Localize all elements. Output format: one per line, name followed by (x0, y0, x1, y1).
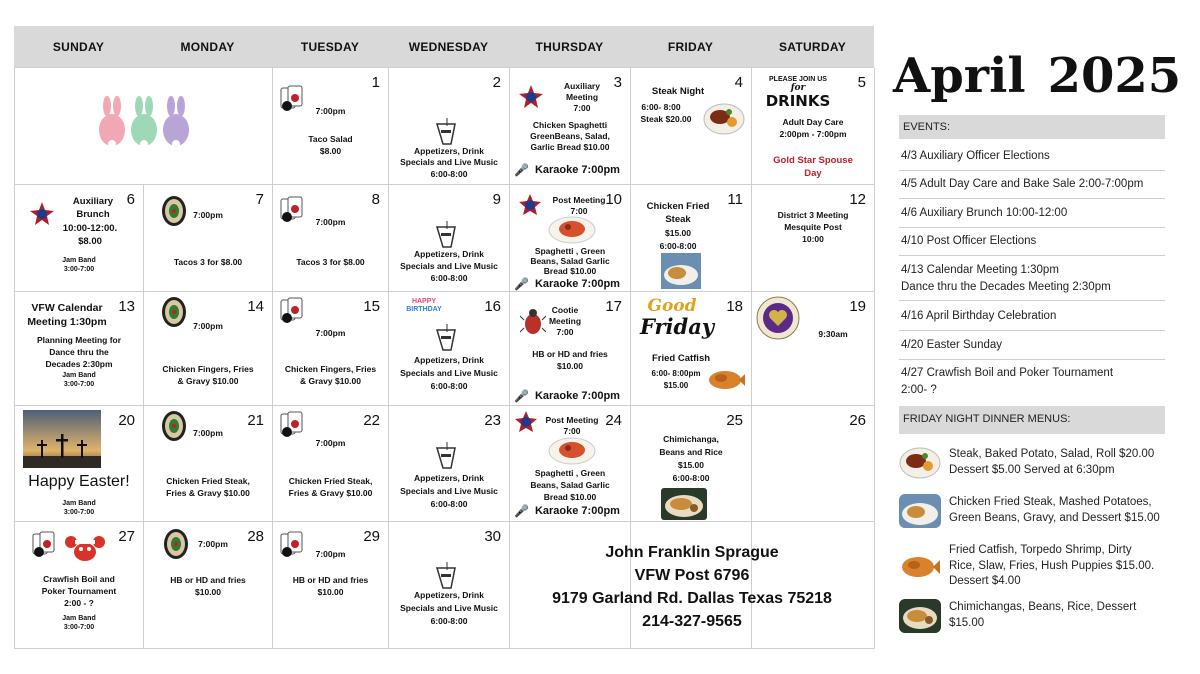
day-2 (389, 68, 510, 185)
event-line: Appetizers, Drink (414, 590, 484, 600)
jam-band-time: 3:00-7:00 (63, 509, 95, 516)
event-line: Specials and Live Music (400, 603, 498, 613)
event-line: & Gravy $10.00 (300, 376, 361, 386)
event-line: $10.00 (317, 587, 344, 597)
event-line: Appetizers, Drink (414, 473, 484, 483)
drinks-food-icon (433, 560, 459, 590)
event-line: 6:00-8:00 (430, 273, 468, 283)
day-number: 27 (118, 528, 135, 545)
karaoke-label: Karaoke 7:00pm (534, 390, 620, 402)
event-title: Auxiliary (72, 196, 114, 207)
spaghetti-plate-icon (548, 436, 596, 466)
day-number: 17 (605, 298, 622, 315)
weekday-wednesday: WEDNESDAY (408, 39, 489, 54)
weekday-friday: FRIDAY (667, 39, 714, 54)
event-line: Planning Meeting for (36, 335, 122, 345)
post-address-block (509, 519, 875, 646)
poker-cards-icon (279, 410, 305, 440)
drinks-logo-line: PLEASE JOIN US (769, 76, 827, 83)
event-line: 10:00-12:00. (62, 223, 118, 234)
steak-plate-icon (703, 102, 745, 136)
jam-band-time: 3:00-7:00 (63, 381, 95, 388)
event-line: $15.00 (678, 460, 704, 470)
event-line: $15.00 (665, 228, 691, 238)
event-line: 6:00-8:00 (659, 241, 697, 251)
event-time: 7:00pm (315, 549, 346, 559)
event-line: Mesquite Post (784, 222, 842, 232)
day-number: 3 (613, 74, 622, 91)
menu-text (949, 447, 1154, 478)
karaoke-label: Karaoke 7:00pm (534, 278, 620, 290)
vfw-emblem-icon (518, 193, 542, 217)
event-time: 7:00 (563, 426, 581, 436)
karaoke (514, 277, 630, 291)
day-5 (752, 68, 875, 185)
event-line: HB or HD and fries (532, 349, 608, 359)
event-line: HB or HD and fries (170, 575, 246, 585)
poker-cards-icon (31, 530, 57, 560)
event-title: Meeting (548, 316, 582, 326)
good-friday-logo: Friday (639, 314, 715, 339)
day-number: 26 (849, 412, 866, 429)
event-line: Spaghetti , Green (534, 468, 606, 478)
day-30 (389, 522, 510, 649)
event-line: 6:00- 8:00 (641, 102, 681, 112)
day-number: 20 (118, 412, 135, 429)
fried-catfish-icon (899, 549, 941, 583)
chimichanga-plate-icon (661, 488, 707, 520)
event-line: Decades 2:30pm (45, 359, 113, 369)
vfw-emblem-icon (518, 84, 544, 110)
day-number: 9 (492, 191, 501, 208)
event-time: 7:00pm (315, 438, 346, 448)
spaghetti-plate-icon (548, 215, 596, 245)
post-street: 9179 Garland Rd. Dallas Texas 75218 (552, 590, 832, 607)
day-number: 23 (484, 412, 501, 429)
event-line: Appetizers, Drink (414, 146, 484, 156)
event-item: 4/3 Auxiliary Officer Elections (899, 142, 1165, 171)
day-number: 22 (363, 412, 380, 429)
day-number: 12 (849, 191, 866, 208)
weekday-saturday: SATURDAY (778, 39, 847, 54)
event-item: 4/20 Easter Sunday (899, 331, 1165, 360)
karaoke-label: Karaoke 7:00pm (534, 505, 620, 517)
day-number: 1 (371, 74, 380, 91)
event-title: Meeting 1:30pm (27, 316, 107, 328)
event-line: Specials and Live Music (400, 157, 498, 167)
day-number: 18 (726, 298, 743, 315)
event-line: 6:00-8:00 (430, 616, 468, 626)
event-line: Chicken Fried Steak, (166, 476, 250, 486)
event-line: Adult Day Care (782, 117, 844, 127)
day-8 (273, 185, 389, 292)
day-21 (144, 406, 273, 522)
menu-line: $15.00 (949, 617, 985, 629)
event-title: Meeting (565, 92, 599, 102)
day-13 (15, 292, 144, 406)
event-time: 7:00pm (315, 106, 346, 116)
event-time: 7:00pm (315, 217, 346, 227)
drinks-food-icon (433, 116, 459, 146)
event-line: 4/27 Crawfish Boil and Poker Tournament (901, 367, 1114, 379)
day-17 (510, 292, 631, 406)
event-line: 6:00-8:00 (430, 381, 468, 391)
day-14 (144, 292, 273, 406)
event-line: Steak $20.00 (640, 114, 692, 124)
month-title (893, 48, 1181, 104)
day-12 (752, 185, 875, 292)
event-title: Cootie (551, 305, 579, 315)
event-line: Beans, Salad Garlic (530, 480, 610, 490)
day-28 (144, 522, 273, 649)
gold-star-spouse-day: Day (804, 168, 822, 179)
menu-item-steak (899, 446, 1189, 480)
event-line: $8.00 (78, 236, 102, 247)
event-line: Fries & Gravy $10.00 (288, 488, 373, 498)
drinks-food-icon (433, 322, 459, 352)
menu-line: Rice, Slaw, Fries, Hush Puppies $15.00. (949, 559, 1155, 572)
event-title: VFW Calendar (31, 302, 103, 314)
day-number: 13 (118, 298, 135, 315)
day-number: 2 (492, 74, 501, 91)
event-item-multiline (899, 359, 1165, 403)
day-4 (631, 68, 752, 185)
menu-line: Fried Catfish, Torpedo Shrimp, Dirty (949, 544, 1132, 556)
event-title: Steak Night (651, 86, 705, 97)
karaoke (514, 163, 630, 177)
event-title: Chicken Fried (646, 201, 710, 212)
event-time: 7:00pm (193, 428, 223, 438)
year: 2025 (1047, 48, 1182, 104)
event-title: Fried Catfish (651, 353, 711, 364)
menu-text (949, 495, 1160, 526)
event-line: Chicken Fingers, Fries (162, 364, 254, 374)
day-number: 6 (126, 191, 135, 208)
menu-line: Dessert $5.00 Served at 6:30pm (949, 464, 1115, 476)
day-number: 4 (734, 74, 743, 91)
day-9 (389, 185, 510, 292)
birthday-banner: HAPPY (411, 298, 437, 305)
event-line: 2:00pm - 7:00pm (779, 129, 847, 139)
day-20 (15, 406, 144, 522)
day-number: 19 (849, 298, 866, 315)
good-friday-logo: Good (647, 296, 697, 316)
karaoke-label: Karaoke 7:00pm (534, 164, 620, 176)
chimichanga-plate-icon (899, 599, 941, 633)
menu-item-chimichangas (899, 599, 1189, 633)
menu-line: Chicken Fried Steak, Mashed Potatoes, (949, 496, 1152, 509)
day-29 (273, 522, 389, 649)
event-line: $15.00 (663, 381, 689, 390)
drinks-logo-line: for (790, 83, 806, 93)
event-line: 6:00-8:00 (672, 473, 710, 483)
event-line: Chicken Fingers, Fries (284, 364, 377, 374)
day-number: 16 (484, 298, 501, 315)
weekday-tuesday: TUESDAY (300, 39, 360, 54)
microphone-icon: 🎤 (514, 389, 529, 403)
day-27 (15, 522, 144, 649)
day-26 (752, 406, 875, 522)
day-number: 28 (247, 528, 264, 545)
event-line: Fries & Gravy $10.00 (166, 488, 250, 498)
menu-line: Green Beans, Gravy, and Dessert $15.00 (949, 512, 1160, 524)
menu-line: Dessert $4.00 (949, 575, 1021, 588)
jam-band: Jam Band (62, 615, 96, 622)
event-line: Chicken Fried Steak, (288, 476, 373, 486)
event-line: & Gravy $10.00 (177, 376, 239, 386)
day-19 (752, 292, 875, 406)
event-line: Bread $10.00 (543, 492, 597, 502)
karaoke (514, 504, 630, 518)
day-number: 30 (484, 528, 501, 545)
jam-band-time: 3:00-7:00 (63, 624, 95, 631)
day-22 (273, 406, 389, 522)
chicken-fried-steak-icon (899, 494, 941, 528)
event-time: 9:30am (818, 329, 848, 339)
event-line: Dance thru the (49, 347, 109, 357)
day-18 (631, 292, 752, 406)
event-item: 4/5 Adult Day Care and Bake Sale 2:00-7:00pm (899, 170, 1165, 199)
menu-line: Steak, Baked Potato, Salad, Roll $20.00 (949, 448, 1155, 461)
event-title: Post Meeting (552, 195, 606, 205)
event-line: Bread $10.00 (543, 266, 597, 276)
event-title: Brunch (76, 209, 110, 220)
post-phone: 214-327-9565 (642, 613, 742, 630)
event-line: HB or HD and fries (292, 575, 369, 585)
event-line: 2:00 - ? (64, 598, 94, 608)
jam-band: Jam Band (62, 257, 96, 264)
day-number: 14 (247, 298, 264, 315)
event-time: 7:00 (570, 206, 588, 216)
event-line: $8.00 (319, 146, 342, 156)
day-1 (273, 68, 389, 185)
fried-catfish-icon (707, 366, 745, 392)
event-line: Spaghetti , Green (534, 246, 606, 256)
event-line: Tacos 3 for $8.00 (296, 257, 365, 267)
microphone-icon: 🎤 (514, 504, 529, 518)
event-item: 4/6 Auxiliary Brunch 10:00-12:00 (899, 199, 1165, 228)
day-number: 8 (371, 191, 380, 208)
poker-cards-icon (279, 296, 305, 326)
event-line: 2:00- ? (901, 383, 937, 396)
event-line: $10.00 (195, 587, 221, 597)
jam-band: Jam Band (62, 500, 96, 507)
event-time: 7:00 (573, 103, 591, 113)
day-number: 7 (255, 191, 264, 208)
sidebar (893, 0, 1183, 674)
event-line: Chicken Spaghetti (532, 120, 608, 130)
event-time: 7:00pm (193, 321, 223, 331)
menu-line: Chimichangas, Beans, Rice, Dessert (949, 601, 1137, 614)
weekday-monday: MONDAY (180, 39, 235, 54)
event-item: 4/16 April Birthday Celebration (899, 302, 1165, 331)
chicken-fried-steak-icon (661, 253, 701, 289)
day-3 (510, 68, 631, 185)
gold-star-spouse-day: Gold Star Spouse (773, 155, 853, 166)
event-title: Post Meeting (545, 415, 599, 425)
event-title: Beans and Rice (659, 447, 723, 457)
microphone-icon: 🎤 (514, 163, 529, 177)
day-number: 24 (605, 412, 622, 429)
day-number: 15 (363, 298, 380, 315)
event-line: Appetizers, Drink (414, 355, 484, 365)
event-line: 4/13 Calendar Meeting 1:30pm (901, 264, 1059, 276)
day-number: 21 (247, 412, 264, 429)
month-name: April (893, 48, 1026, 104)
day-number: 29 (363, 528, 380, 545)
karaoke (514, 389, 630, 403)
day-23 (389, 406, 510, 522)
drinks-food-icon (433, 219, 459, 249)
day-6 (15, 185, 144, 292)
event-line: 6:00- 8:00pm (651, 369, 701, 378)
microphone-icon: 🎤 (514, 277, 529, 291)
day-7 (144, 185, 273, 292)
event-time: 10:00 (802, 234, 824, 244)
day-10 (510, 185, 631, 292)
drinks-logo-title: DRINKS (765, 92, 831, 110)
jam-band: Jam Band (62, 372, 96, 379)
event-line: Appetizers, Drink (414, 249, 484, 259)
weekday-sunday: SUNDAY (52, 39, 105, 54)
event-time: 7:00pm (198, 539, 228, 549)
event-line: Taco Salad (308, 134, 353, 144)
event-title: Chimichanga, (663, 434, 719, 444)
event-title: Auxiliary (564, 81, 600, 91)
menu-text (949, 543, 1154, 590)
weekday-thursday: THURSDAY (535, 39, 604, 54)
event-title: District 3 Meeting (777, 210, 849, 220)
easter-crosses-image (23, 410, 101, 468)
drinks-food-icon (433, 440, 459, 470)
menu-item-chicken-fried-steak (899, 494, 1189, 528)
vfw-emblem-icon (514, 410, 538, 434)
post-name: John Franklin Sprague (605, 544, 779, 561)
happy-easter-text: Happy Easter! (28, 473, 130, 490)
day-24 (510, 406, 631, 522)
weekday-header (14, 26, 874, 67)
menu-text (949, 600, 1136, 631)
event-line: GreenBeans, Salad, (530, 131, 610, 141)
event-line: 6:00-8:00 (430, 499, 468, 509)
event-line: $10.00 (557, 361, 583, 371)
event-time: 7:00pm (193, 210, 223, 220)
day-16 (389, 292, 510, 406)
event-item: 4/10 Post Officer Elections (899, 227, 1165, 256)
crawfish-icon (63, 532, 107, 564)
menu-item-fried-catfish (899, 543, 1189, 590)
event-line: Beans, Salad Garlic (530, 256, 610, 266)
jam-band-time: 3:00-7:00 (63, 266, 95, 273)
event-line: Dance thru the Decades Meeting 2:30pm (901, 280, 1111, 293)
event-line: Tacos 3 for $8.00 (173, 257, 243, 267)
event-line: Specials and Live Music (400, 261, 498, 271)
menus-header: FRIDAY NIGHT DINNER MENUS: (899, 406, 1165, 434)
event-line: 6:00-8:00 (430, 169, 468, 179)
event-title: Crawfish Boil and (43, 574, 115, 584)
post-number: VFW Post 6796 (634, 567, 750, 584)
events-header: EVENTS: (899, 115, 1165, 139)
event-item-multiline (899, 256, 1165, 301)
day-15 (273, 292, 389, 406)
day-11 (631, 185, 752, 292)
day-number: 11 (727, 191, 743, 208)
day-number: 10 (605, 191, 622, 208)
bunnies-icon (95, 96, 195, 148)
steak-plate-icon (899, 446, 941, 480)
event-title: Steak (665, 214, 691, 225)
calendar (14, 26, 874, 648)
day-number: 25 (726, 412, 743, 429)
event-title: Poker Tournament (41, 586, 117, 596)
day-25 (631, 406, 752, 522)
event-line: Specials and Live Music (400, 368, 498, 378)
event-line: Garlic Bread $10.00 (530, 142, 610, 152)
event-time: 7:00pm (315, 328, 346, 338)
day-number: 5 (857, 74, 866, 91)
event-line: Specials and Live Music (400, 486, 498, 496)
event-time: 7:00 (556, 327, 574, 337)
birthday-banner: BIRTHDAY (406, 306, 442, 313)
bunnies-cell (15, 68, 273, 185)
